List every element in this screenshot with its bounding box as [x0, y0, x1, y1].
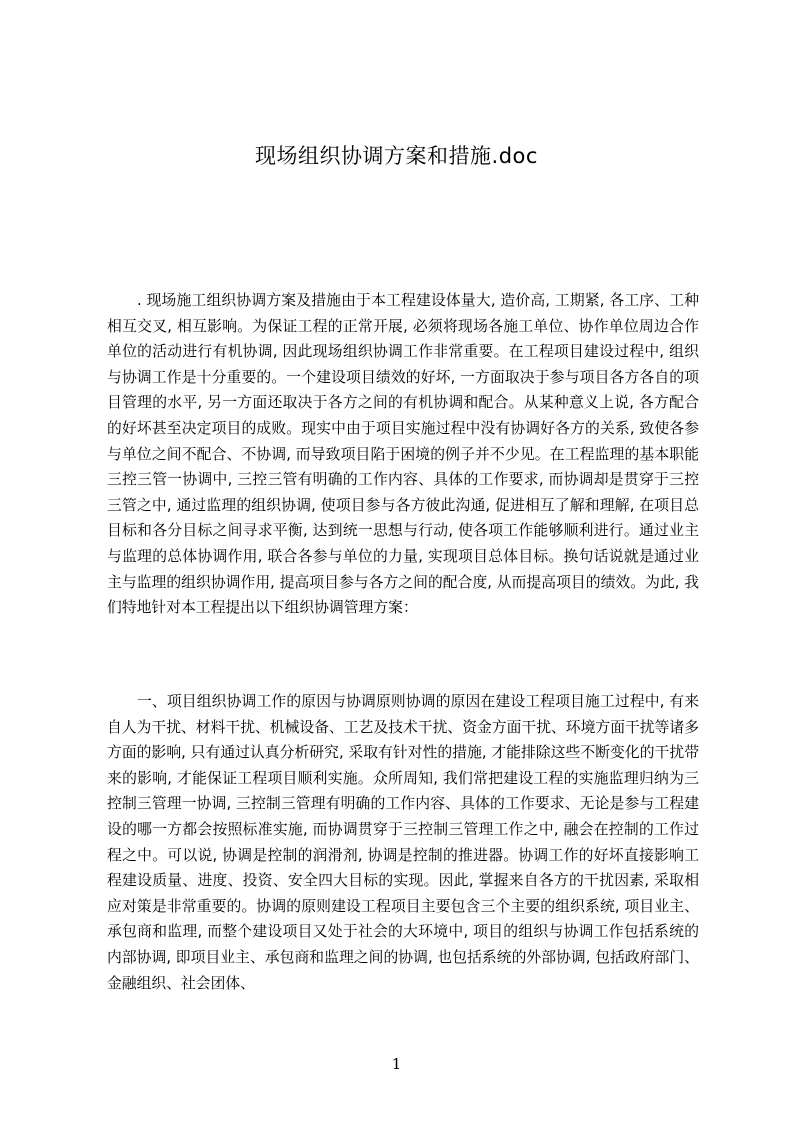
document-title: 现场组织协调方案和措施.doc	[255, 144, 538, 168]
body-paragraph-intro: . 现场施工组织协调方案及措施由于本工程建设体量大, 造价高, 工期紧, 各工序、工种相互交叉, 相互影响。为保证工程的正常开展, 必须将现场各施工单位、协作单位周边合作单位的活动进行有机协调, 因此现场组织协调工作非常重要。在工程项目建设过程中, 组织与协调工作是十分重要的。一个建设项目绩效的好坏, 一方面取决于参与项目各方各自的项目管理的水平, 另一方面还取决于各方之间的有机协调和配合。从某种意义上说, 各方配合的好坏甚至决定项目的成败。现实中由于项目实施过程中没有协调好各方的关系, 致使各参与单位之间不配合、不协调, 而导致项目陷于困境的例子并不少见。在工程监理的基本职能三控三管一协调中, 三控三管有明确的工作内容、具体的工作要求, 而协调却是贯穿于三控三管之中, 通过监理的组织协调, 使项目参与各方彼此沟通, 促进相互了解和理解, 在项目总目标和各分目标之间寻求平衡, 达到统一思想与行动, 使各项工作能够顺利进行。通过业主与监理的总体协调作用, 联合各参与单位的力量, 实现项目总体目标。换句话说就是通过业主与监理的组织协调作用, 提高项目参与各方之间的配合度, 从而提高项目的绩效。为此, 我们特地针对本工程提出以下组织协调管理方案：	[107, 292, 699, 617]
body-paragraph-section-one: 一、项目组织协调工作的原因与协调原则协调的原因在建设工程项目施工过程中, 有来自人为干扰、材料干扰、机械设备、工艺及技术干扰、资金方面干扰、环境方面干扰等诸多方面的影响, 只有通过认真分析研究, 采取有针对性的措施, 才能排除这些不断变化的干扰带来的影响, 才能保证工程项目顺利实施。众所周知, 我们常把建设工程的实施监理归纳为三控制三管理一协调, 三控制三管理有明确的工作内容、具体的工作要求、无论是参与工程建设的哪一方都会按照标准实施, 而协调贯穿于三控制三管理工作之中, 融会在控制的工作过程之中。可以说, 协调是控制的润滑剂, 协调是控制的推进器。协调工作的好坏直接影响工程建设质量、进度、投资、安全四大目标的实现。因此, 掌握来自各方的干扰因素, 采取相应对策是非常重要的。协调的原则建设工程项目主要包含三个主要的组织系统, 项目业主、承包商和监理, 而整个建设项目又处于社会的大环境中, 项目的组织与协调工作包括系统的内部协调, 即项目业主、承包商和监理之间的协调, 也包括系统的外部协调, 包括政府部门、金融组织、社会团体、	[107, 693, 699, 992]
page-number: 1	[391, 1055, 402, 1073]
